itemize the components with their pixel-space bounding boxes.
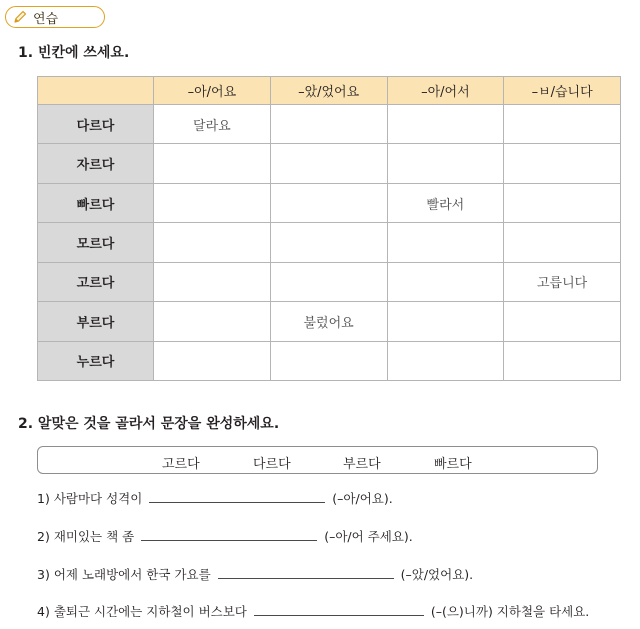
table-row — [38, 183, 621, 222]
table-row — [38, 262, 621, 301]
answer-blank[interactable] — [149, 490, 325, 503]
exercise-3 — [37, 565, 473, 583]
header-b-seumnida: –ㅂ/습니다 — [504, 77, 621, 105]
exercise-number: 2) — [37, 529, 50, 544]
answer-cell[interactable] — [504, 144, 621, 183]
verb-cell: 모르다 — [38, 223, 154, 262]
header-a-eoyo: –아/어요 — [154, 77, 271, 105]
exercise-hint: (–아/어 주세요). — [324, 529, 413, 544]
answer-blank[interactable] — [254, 603, 424, 616]
question-1-title: 1. 빈칸에 쓰세요. — [18, 45, 130, 61]
pencil-icon — [12, 9, 28, 25]
table-header-row — [38, 77, 621, 105]
word-bank — [37, 446, 598, 474]
verb-cell: 빠르다 — [38, 183, 154, 222]
answer-cell[interactable] — [154, 302, 271, 341]
exercise-number: 1) — [37, 491, 50, 506]
header-at-eosseoyo: –았/었어요 — [270, 77, 387, 105]
answer-cell[interactable] — [387, 223, 504, 262]
word-bank-item: 고르다 — [162, 457, 200, 472]
answer-cell[interactable] — [270, 341, 387, 380]
answer-cell[interactable] — [154, 144, 271, 183]
answer-blank[interactable] — [218, 566, 394, 579]
table-row — [38, 223, 621, 262]
conjugation-table — [37, 76, 621, 381]
table-row — [38, 105, 621, 144]
answer-cell[interactable]: 불렀어요 — [270, 302, 387, 341]
answer-cell[interactable] — [387, 144, 504, 183]
exercise-prompt: 사람마다 성격이 — [53, 491, 143, 506]
verb-cell: 자르다 — [38, 144, 154, 183]
word-bank-item: 빠르다 — [434, 457, 472, 472]
answer-cell[interactable] — [387, 341, 504, 380]
answer-cell[interactable] — [504, 223, 621, 262]
exercise-number: 4) — [37, 604, 50, 619]
badge-label: 연습 — [33, 11, 59, 27]
answer-cell[interactable] — [504, 341, 621, 380]
exercise-prompt: 출퇴근 시간에는 지하철이 버스보다 — [53, 604, 247, 619]
answer-cell[interactable]: 빨라서 — [387, 183, 504, 222]
header-a-eoseo: –아/어서 — [387, 77, 504, 105]
exercise-hint: (–(으)니까) 지하철을 타세요. — [430, 604, 590, 619]
table-row — [38, 144, 621, 183]
answer-cell[interactable] — [154, 223, 271, 262]
header-corner — [38, 77, 154, 105]
answer-cell[interactable] — [270, 144, 387, 183]
answer-cell[interactable] — [270, 262, 387, 301]
answer-cell[interactable] — [154, 262, 271, 301]
word-bank-item: 다르다 — [253, 457, 291, 472]
exercise-number: 3) — [37, 567, 50, 582]
verb-cell: 누르다 — [38, 341, 154, 380]
exercise-prompt: 어제 노래방에서 한국 가요를 — [53, 567, 211, 582]
answer-cell[interactable] — [504, 302, 621, 341]
answer-cell[interactable] — [387, 262, 504, 301]
question-2-title: 2. 알맞은 것을 골라서 문장을 완성하세요. — [18, 416, 280, 432]
answer-cell[interactable] — [270, 183, 387, 222]
exercise-1 — [37, 489, 393, 507]
practice-badge — [5, 6, 105, 28]
answer-cell[interactable] — [387, 302, 504, 341]
answer-cell[interactable] — [154, 341, 271, 380]
answer-cell[interactable] — [154, 183, 271, 222]
answer-cell[interactable] — [270, 105, 387, 144]
exercise-2 — [37, 527, 413, 545]
answer-cell[interactable]: 달라요 — [154, 105, 271, 144]
answer-cell[interactable]: 고릅니다 — [504, 262, 621, 301]
answer-cell[interactable] — [504, 105, 621, 144]
answer-cell[interactable] — [504, 183, 621, 222]
verb-cell: 고르다 — [38, 262, 154, 301]
exercise-hint: (–아/어요). — [332, 491, 393, 506]
answer-cell[interactable] — [270, 223, 387, 262]
word-bank-item: 부르다 — [343, 457, 381, 472]
verb-cell: 다르다 — [38, 105, 154, 144]
exercise-4 — [37, 602, 589, 620]
answer-cell[interactable] — [387, 105, 504, 144]
exercise-hint: (–았/었어요). — [400, 567, 474, 582]
answer-blank[interactable] — [141, 528, 317, 541]
exercise-prompt: 재미있는 책 좀 — [53, 529, 135, 544]
table-row — [38, 302, 621, 341]
verb-cell: 부르다 — [38, 302, 154, 341]
table-row — [38, 341, 621, 380]
